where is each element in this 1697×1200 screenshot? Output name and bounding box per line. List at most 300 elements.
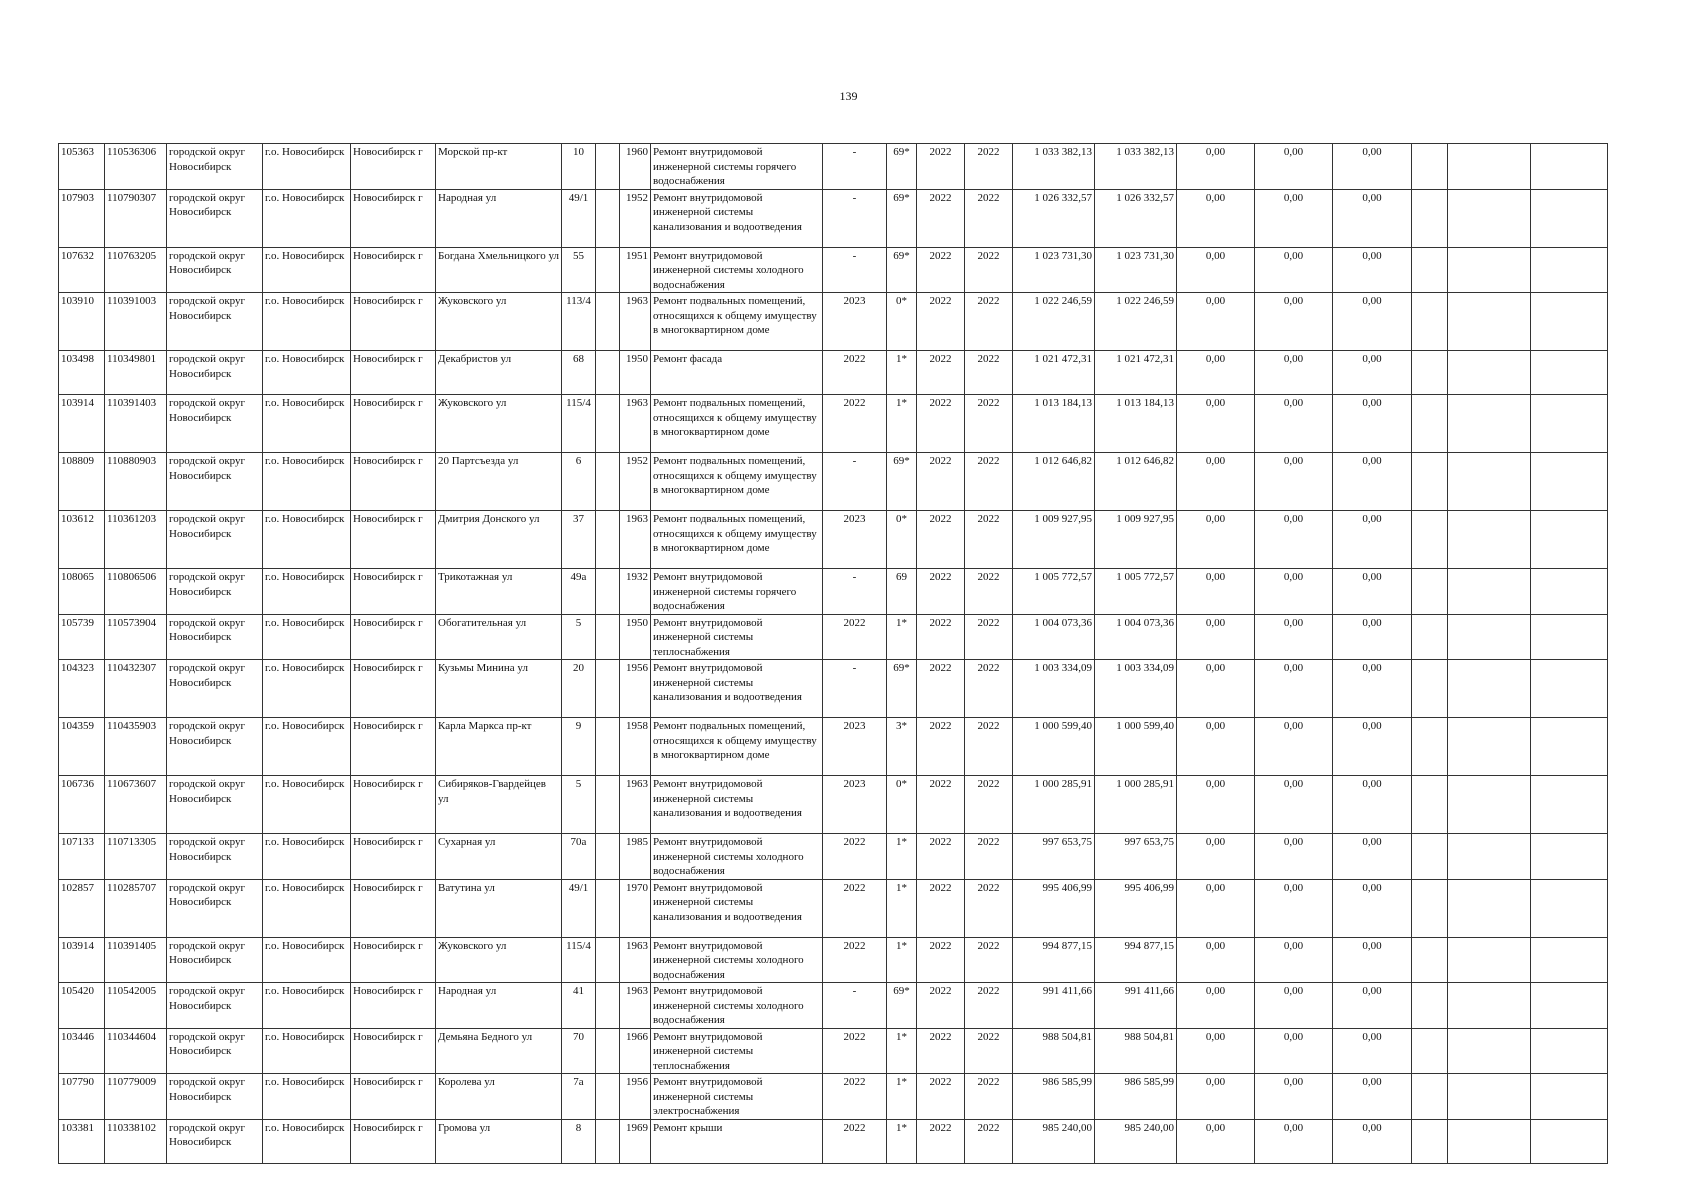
cell-cost-fund: 1 021 472,31 <box>1095 351 1177 395</box>
cell-extra-1 <box>1412 247 1448 293</box>
cell-cost-local: 0,00 <box>1333 351 1412 395</box>
cell-cost-local: 0,00 <box>1333 718 1412 776</box>
cell-end-year: 2022 <box>965 144 1013 190</box>
cell-cost-federal: 0,00 <box>1177 983 1255 1029</box>
cell-status-code: 1* <box>887 937 917 983</box>
cell-extra-1 <box>1412 660 1448 718</box>
repair-registry-table <box>58 143 1608 1164</box>
cell-house-number: 20 <box>562 660 596 718</box>
cell-cost-local: 0,00 <box>1333 395 1412 453</box>
cell-end-year: 2022 <box>965 614 1013 660</box>
cell-cost-fund: 1 023 731,30 <box>1095 247 1177 293</box>
cell-cost-federal: 0,00 <box>1177 511 1255 569</box>
cell-planned-year: 2023 <box>823 776 887 834</box>
cell-extra-3 <box>1531 144 1608 190</box>
cell-building <box>596 1119 620 1163</box>
cell-cost-federal: 0,00 <box>1177 1028 1255 1074</box>
cell-end-year: 2022 <box>965 511 1013 569</box>
cell-street: Трикотажная ул <box>436 569 562 615</box>
cell-status-code: 69* <box>887 983 917 1029</box>
cell-cost-local: 0,00 <box>1333 1119 1412 1163</box>
cell-street: Народная ул <box>436 983 562 1029</box>
cell-record-id: 106736 <box>59 776 105 834</box>
cell-house-code: 110391003 <box>105 293 167 351</box>
cell-cost-federal: 0,00 <box>1177 189 1255 247</box>
cell-municipal-district: городской округ Новосибирск <box>167 569 263 615</box>
cell-building <box>596 879 620 937</box>
cell-extra-2 <box>1448 453 1531 511</box>
cell-end-year: 2022 <box>965 1028 1013 1074</box>
cell-extra-2 <box>1448 660 1531 718</box>
cell-work-type: Ремонт внутридомовой инженерной системы канализования и водоотведения <box>651 879 823 937</box>
cell-house-number: 6 <box>562 453 596 511</box>
table-row <box>59 511 1608 569</box>
cell-street: Ватутина ул <box>436 879 562 937</box>
cell-cost-local: 0,00 <box>1333 937 1412 983</box>
cell-locality: Новосибирск г <box>351 937 436 983</box>
table-row <box>59 247 1608 293</box>
cell-cost-regional: 0,00 <box>1255 879 1333 937</box>
table-row <box>59 569 1608 615</box>
cell-end-year: 2022 <box>965 1119 1013 1163</box>
table-row <box>59 1074 1608 1120</box>
cell-planned-year: 2022 <box>823 614 887 660</box>
table-row <box>59 937 1608 983</box>
cell-cost-local: 0,00 <box>1333 776 1412 834</box>
cell-work-type: Ремонт внутридомовой инженерной системы горячего водоснабжения <box>651 569 823 615</box>
cell-total-cost: 1 009 927,95 <box>1013 511 1095 569</box>
cell-extra-1 <box>1412 569 1448 615</box>
cell-record-id: 105739 <box>59 614 105 660</box>
cell-cost-federal: 0,00 <box>1177 660 1255 718</box>
cell-end-year: 2022 <box>965 937 1013 983</box>
cell-total-cost: 1 021 472,31 <box>1013 351 1095 395</box>
cell-planned-year: - <box>823 569 887 615</box>
cell-status-code: 1* <box>887 834 917 880</box>
cell-cost-local: 0,00 <box>1333 614 1412 660</box>
cell-cost-federal: 0,00 <box>1177 718 1255 776</box>
cell-record-id: 107790 <box>59 1074 105 1120</box>
cell-municipal-district: городской округ Новосибирск <box>167 1028 263 1074</box>
cell-house-code: 110779009 <box>105 1074 167 1120</box>
cell-work-type: Ремонт подвальных помещений, относящихся к общему имуществу в многоквартирном доме <box>651 395 823 453</box>
cell-extra-2 <box>1448 776 1531 834</box>
cell-planned-year: 2023 <box>823 511 887 569</box>
cell-total-cost: 991 411,66 <box>1013 983 1095 1029</box>
cell-start-year: 2022 <box>917 351 965 395</box>
cell-house-code: 110573904 <box>105 614 167 660</box>
cell-extra-1 <box>1412 937 1448 983</box>
cell-house-number: 70а <box>562 834 596 880</box>
cell-extra-3 <box>1531 776 1608 834</box>
cell-cost-federal: 0,00 <box>1177 395 1255 453</box>
cell-extra-3 <box>1531 453 1608 511</box>
cell-house-code: 110673607 <box>105 776 167 834</box>
cell-cost-regional: 0,00 <box>1255 189 1333 247</box>
cell-end-year: 2022 <box>965 879 1013 937</box>
cell-year-built: 1952 <box>620 453 651 511</box>
cell-extra-1 <box>1412 189 1448 247</box>
cell-street: Сибиряков-Гвардейцев ул <box>436 776 562 834</box>
cell-record-id: 105420 <box>59 983 105 1029</box>
cell-house-code: 110880903 <box>105 453 167 511</box>
cell-extra-3 <box>1531 937 1608 983</box>
table-row <box>59 293 1608 351</box>
cell-year-built: 1963 <box>620 983 651 1029</box>
cell-start-year: 2022 <box>917 718 965 776</box>
table-row <box>59 660 1608 718</box>
cell-municipal-district: городской округ Новосибирск <box>167 937 263 983</box>
cell-year-built: 1950 <box>620 614 651 660</box>
cell-locality: Новосибирск г <box>351 983 436 1029</box>
cell-status-code: 69* <box>887 144 917 190</box>
cell-cost-fund: 1 022 246,59 <box>1095 293 1177 351</box>
cell-start-year: 2022 <box>917 879 965 937</box>
cell-cost-local: 0,00 <box>1333 247 1412 293</box>
cell-street: Громова ул <box>436 1119 562 1163</box>
cell-total-cost: 1 004 073,36 <box>1013 614 1095 660</box>
cell-start-year: 2022 <box>917 614 965 660</box>
cell-house-code: 110344604 <box>105 1028 167 1074</box>
cell-building <box>596 189 620 247</box>
cell-extra-3 <box>1531 660 1608 718</box>
cell-extra-3 <box>1531 511 1608 569</box>
cell-house-code: 110391405 <box>105 937 167 983</box>
cell-planned-year: 2022 <box>823 937 887 983</box>
cell-house-code: 110790307 <box>105 189 167 247</box>
cell-year-built: 1952 <box>620 189 651 247</box>
cell-year-built: 1950 <box>620 351 651 395</box>
cell-cost-fund: 1 013 184,13 <box>1095 395 1177 453</box>
cell-extra-2 <box>1448 718 1531 776</box>
cell-total-cost: 988 504,81 <box>1013 1028 1095 1074</box>
cell-extra-3 <box>1531 247 1608 293</box>
cell-cost-fund: 991 411,66 <box>1095 983 1177 1029</box>
cell-status-code: 69* <box>887 660 917 718</box>
cell-municipality: г.о. Новосибирск <box>263 247 351 293</box>
cell-end-year: 2022 <box>965 395 1013 453</box>
cell-total-cost: 1 026 332,57 <box>1013 189 1095 247</box>
cell-building <box>596 395 620 453</box>
cell-record-id: 108065 <box>59 569 105 615</box>
cell-municipality: г.о. Новосибирск <box>263 1028 351 1074</box>
cell-cost-federal: 0,00 <box>1177 293 1255 351</box>
cell-year-built: 1951 <box>620 247 651 293</box>
cell-extra-2 <box>1448 879 1531 937</box>
cell-year-built: 1958 <box>620 718 651 776</box>
cell-extra-1 <box>1412 1074 1448 1120</box>
cell-house-number: 5 <box>562 614 596 660</box>
cell-locality: Новосибирск г <box>351 569 436 615</box>
cell-cost-regional: 0,00 <box>1255 351 1333 395</box>
cell-year-built: 1932 <box>620 569 651 615</box>
cell-locality: Новосибирск г <box>351 718 436 776</box>
cell-end-year: 2022 <box>965 569 1013 615</box>
cell-status-code: 0* <box>887 511 917 569</box>
cell-building <box>596 569 620 615</box>
cell-municipal-district: городской округ Новосибирск <box>167 511 263 569</box>
cell-street: Богдана Хмельницкого ул <box>436 247 562 293</box>
cell-cost-regional: 0,00 <box>1255 937 1333 983</box>
cell-year-built: 1969 <box>620 1119 651 1163</box>
table-row <box>59 718 1608 776</box>
cell-cost-regional: 0,00 <box>1255 1028 1333 1074</box>
cell-street: Королева ул <box>436 1074 562 1120</box>
cell-extra-2 <box>1448 569 1531 615</box>
cell-house-number: 49/1 <box>562 879 596 937</box>
cell-cost-regional: 0,00 <box>1255 983 1333 1029</box>
cell-total-cost: 985 240,00 <box>1013 1119 1095 1163</box>
cell-house-number: 10 <box>562 144 596 190</box>
cell-municipality: г.о. Новосибирск <box>263 879 351 937</box>
cell-end-year: 2022 <box>965 834 1013 880</box>
cell-cost-federal: 0,00 <box>1177 569 1255 615</box>
cell-municipality: г.о. Новосибирск <box>263 453 351 511</box>
cell-house-code: 110285707 <box>105 879 167 937</box>
cell-work-type: Ремонт внутридомовой инженерной системы холодного водоснабжения <box>651 937 823 983</box>
cell-cost-fund: 1 005 772,57 <box>1095 569 1177 615</box>
cell-start-year: 2022 <box>917 834 965 880</box>
cell-planned-year: 2022 <box>823 1074 887 1120</box>
cell-locality: Новосибирск г <box>351 1119 436 1163</box>
cell-cost-regional: 0,00 <box>1255 395 1333 453</box>
cell-record-id: 107903 <box>59 189 105 247</box>
cell-extra-2 <box>1448 1074 1531 1120</box>
cell-cost-regional: 0,00 <box>1255 511 1333 569</box>
cell-cost-fund: 1 000 285,91 <box>1095 776 1177 834</box>
cell-locality: Новосибирск г <box>351 453 436 511</box>
cell-extra-1 <box>1412 834 1448 880</box>
cell-extra-2 <box>1448 511 1531 569</box>
cell-locality: Новосибирск г <box>351 247 436 293</box>
cell-record-id: 105363 <box>59 144 105 190</box>
cell-year-built: 1963 <box>620 937 651 983</box>
cell-planned-year: 2022 <box>823 1028 887 1074</box>
cell-work-type: Ремонт внутридомовой инженерной системы теплоснабжения <box>651 614 823 660</box>
cell-street: 20 Партсъезда ул <box>436 453 562 511</box>
cell-extra-2 <box>1448 1028 1531 1074</box>
cell-work-type: Ремонт внутридомовой инженерной системы теплоснабжения <box>651 1028 823 1074</box>
cell-house-code: 110713305 <box>105 834 167 880</box>
cell-end-year: 2022 <box>965 247 1013 293</box>
cell-building <box>596 144 620 190</box>
cell-municipal-district: городской округ Новосибирск <box>167 718 263 776</box>
cell-cost-federal: 0,00 <box>1177 144 1255 190</box>
cell-extra-1 <box>1412 1028 1448 1074</box>
cell-municipal-district: городской округ Новосибирск <box>167 660 263 718</box>
cell-total-cost: 1 003 334,09 <box>1013 660 1095 718</box>
cell-extra-1 <box>1412 511 1448 569</box>
table-row <box>59 351 1608 395</box>
cell-municipality: г.о. Новосибирск <box>263 395 351 453</box>
cell-cost-local: 0,00 <box>1333 834 1412 880</box>
cell-house-code: 110338102 <box>105 1119 167 1163</box>
cell-cost-fund: 1 009 927,95 <box>1095 511 1177 569</box>
cell-municipal-district: городской округ Новосибирск <box>167 776 263 834</box>
cell-house-number: 37 <box>562 511 596 569</box>
cell-year-built: 1985 <box>620 834 651 880</box>
cell-cost-federal: 0,00 <box>1177 614 1255 660</box>
table-row <box>59 144 1608 190</box>
cell-end-year: 2022 <box>965 1074 1013 1120</box>
cell-locality: Новосибирск г <box>351 614 436 660</box>
cell-start-year: 2022 <box>917 247 965 293</box>
cell-cost-fund: 1 012 646,82 <box>1095 453 1177 511</box>
cell-total-cost: 1 023 731,30 <box>1013 247 1095 293</box>
cell-municipality: г.о. Новосибирск <box>263 834 351 880</box>
cell-record-id: 104323 <box>59 660 105 718</box>
cell-cost-regional: 0,00 <box>1255 569 1333 615</box>
cell-extra-1 <box>1412 293 1448 351</box>
cell-building <box>596 1074 620 1120</box>
cell-cost-fund: 1 033 382,13 <box>1095 144 1177 190</box>
cell-house-code: 110542005 <box>105 983 167 1029</box>
cell-extra-2 <box>1448 293 1531 351</box>
cell-cost-federal: 0,00 <box>1177 879 1255 937</box>
table-row <box>59 834 1608 880</box>
cell-start-year: 2022 <box>917 453 965 511</box>
cell-planned-year: - <box>823 660 887 718</box>
cell-total-cost: 1 000 599,40 <box>1013 718 1095 776</box>
cell-cost-fund: 1 003 334,09 <box>1095 660 1177 718</box>
cell-cost-federal: 0,00 <box>1177 937 1255 983</box>
cell-work-type: Ремонт внутридомовой инженерной системы канализования и водоотведения <box>651 776 823 834</box>
cell-year-built: 1970 <box>620 879 651 937</box>
cell-end-year: 2022 <box>965 351 1013 395</box>
cell-building <box>596 983 620 1029</box>
cell-extra-3 <box>1531 1074 1608 1120</box>
cell-building <box>596 614 620 660</box>
cell-status-code: 0* <box>887 293 917 351</box>
cell-house-code: 110361203 <box>105 511 167 569</box>
cell-building <box>596 1028 620 1074</box>
cell-start-year: 2022 <box>917 1028 965 1074</box>
cell-house-number: 9 <box>562 718 596 776</box>
cell-house-code: 110435903 <box>105 718 167 776</box>
cell-locality: Новосибирск г <box>351 879 436 937</box>
cell-municipal-district: городской округ Новосибирск <box>167 189 263 247</box>
cell-status-code: 69* <box>887 189 917 247</box>
cell-total-cost: 1 005 772,57 <box>1013 569 1095 615</box>
cell-cost-federal: 0,00 <box>1177 247 1255 293</box>
cell-work-type: Ремонт внутридомовой инженерной системы холодного водоснабжения <box>651 247 823 293</box>
cell-cost-fund: 1 000 599,40 <box>1095 718 1177 776</box>
cell-planned-year: 2022 <box>823 395 887 453</box>
cell-extra-3 <box>1531 1028 1608 1074</box>
cell-record-id: 102857 <box>59 879 105 937</box>
cell-building <box>596 247 620 293</box>
cell-extra-3 <box>1531 1119 1608 1163</box>
cell-planned-year: 2022 <box>823 351 887 395</box>
cell-end-year: 2022 <box>965 776 1013 834</box>
cell-extra-1 <box>1412 879 1448 937</box>
cell-municipality: г.о. Новосибирск <box>263 1119 351 1163</box>
cell-extra-3 <box>1531 718 1608 776</box>
cell-work-type: Ремонт внутридомовой инженерной системы холодного водоснабжения <box>651 983 823 1029</box>
cell-municipal-district: городской округ Новосибирск <box>167 834 263 880</box>
cell-street: Демьяна Бедного ул <box>436 1028 562 1074</box>
cell-cost-local: 0,00 <box>1333 453 1412 511</box>
cell-year-built: 1960 <box>620 144 651 190</box>
cell-extra-2 <box>1448 189 1531 247</box>
cell-end-year: 2022 <box>965 983 1013 1029</box>
cell-house-number: 115/4 <box>562 937 596 983</box>
cell-extra-1 <box>1412 351 1448 395</box>
cell-record-id: 103910 <box>59 293 105 351</box>
cell-planned-year: 2022 <box>823 834 887 880</box>
cell-municipality: г.о. Новосибирск <box>263 144 351 190</box>
cell-extra-3 <box>1531 351 1608 395</box>
table-row <box>59 1028 1608 1074</box>
cell-cost-regional: 0,00 <box>1255 834 1333 880</box>
cell-extra-2 <box>1448 1119 1531 1163</box>
cell-municipal-district: городской округ Новосибирск <box>167 293 263 351</box>
table-body <box>59 144 1608 1164</box>
cell-record-id: 108809 <box>59 453 105 511</box>
cell-cost-regional: 0,00 <box>1255 776 1333 834</box>
cell-municipality: г.о. Новосибирск <box>263 614 351 660</box>
cell-work-type: Ремонт подвальных помещений, относящихся к общему имуществу в многоквартирном доме <box>651 293 823 351</box>
cell-extra-2 <box>1448 395 1531 453</box>
cell-extra-1 <box>1412 614 1448 660</box>
cell-start-year: 2022 <box>917 776 965 834</box>
cell-status-code: 69 <box>887 569 917 615</box>
cell-extra-1 <box>1412 718 1448 776</box>
cell-cost-local: 0,00 <box>1333 983 1412 1029</box>
cell-extra-3 <box>1531 983 1608 1029</box>
cell-start-year: 2022 <box>917 569 965 615</box>
table-row <box>59 395 1608 453</box>
cell-house-number: 113/4 <box>562 293 596 351</box>
cell-house-number: 7а <box>562 1074 596 1120</box>
cell-locality: Новосибирск г <box>351 1028 436 1074</box>
cell-building <box>596 293 620 351</box>
cell-house-number: 70 <box>562 1028 596 1074</box>
cell-locality: Новосибирск г <box>351 776 436 834</box>
cell-extra-3 <box>1531 614 1608 660</box>
cell-work-type: Ремонт фасада <box>651 351 823 395</box>
cell-municipal-district: городской округ Новосибирск <box>167 1074 263 1120</box>
cell-work-type: Ремонт внутридомовой инженерной системы канализования и водоотведения <box>651 660 823 718</box>
cell-work-type: Ремонт внутридомовой инженерной системы электроснабжения <box>651 1074 823 1120</box>
cell-extra-2 <box>1448 247 1531 293</box>
cell-end-year: 2022 <box>965 660 1013 718</box>
page-number: 139 <box>839 89 858 103</box>
cell-total-cost: 997 653,75 <box>1013 834 1095 880</box>
cell-planned-year: - <box>823 189 887 247</box>
cell-year-built: 1966 <box>620 1028 651 1074</box>
cell-planned-year: - <box>823 453 887 511</box>
cell-locality: Новосибирск г <box>351 189 436 247</box>
cell-cost-federal: 0,00 <box>1177 453 1255 511</box>
cell-cost-fund: 994 877,15 <box>1095 937 1177 983</box>
cell-municipal-district: городской округ Новосибирск <box>167 1119 263 1163</box>
cell-cost-federal: 0,00 <box>1177 1119 1255 1163</box>
cell-total-cost: 1 013 184,13 <box>1013 395 1095 453</box>
cell-status-code: 69* <box>887 453 917 511</box>
cell-planned-year: - <box>823 144 887 190</box>
cell-status-code: 1* <box>887 351 917 395</box>
cell-locality: Новосибирск г <box>351 351 436 395</box>
cell-status-code: 69* <box>887 247 917 293</box>
cell-locality: Новосибирск г <box>351 834 436 880</box>
cell-cost-regional: 0,00 <box>1255 718 1333 776</box>
cell-planned-year: 2022 <box>823 879 887 937</box>
cell-cost-federal: 0,00 <box>1177 776 1255 834</box>
cell-extra-2 <box>1448 351 1531 395</box>
cell-extra-3 <box>1531 569 1608 615</box>
cell-cost-local: 0,00 <box>1333 1028 1412 1074</box>
